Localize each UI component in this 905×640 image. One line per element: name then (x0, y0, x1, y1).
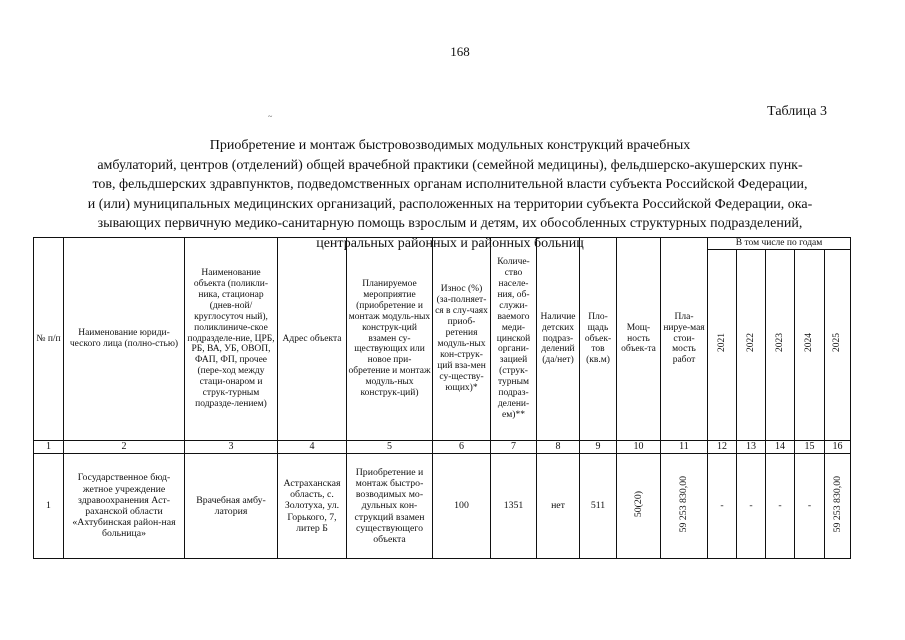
column-number: 8 (537, 440, 580, 453)
data-table (33, 237, 851, 559)
header-capacity: Мощ-ность объек-та (617, 238, 661, 441)
column-number: 1 (34, 440, 64, 453)
cell-cost: 59 253 830,00 (661, 453, 708, 558)
header-year: 2023 (766, 249, 795, 440)
header-measure: Планируемое мероприятие (приобретение и монтаж модуль-ных конструк-ций взамен су-ществующих или новое при-обретение и монтаж модуль-ных конструк-ций) (347, 238, 433, 441)
column-number: 16 (825, 440, 851, 453)
cell-address: Астраханская область, с. Золотуха, ул. Горького, 7, литер Б (278, 453, 347, 558)
title-line: и (или) муниципальных медицинских организаций, расположенных на территории субъекта Российской Федерации, ока- (87, 196, 813, 212)
header-children: Наличие детских подраз-делений (да/нет) (537, 238, 580, 441)
title-line: Приобретение и монтаж быстровозводимых модульных конструкций врачебных (209, 138, 691, 153)
column-number: 6 (433, 440, 491, 453)
cell-year-2021: - (708, 453, 737, 558)
cell-entity: Государственное бюд-жетное учреждение здравоохранения Аст-раханской области «Ахтубинская район-ная больница» (64, 453, 185, 558)
column-number: 3 (185, 440, 278, 453)
title-line: зывающих первичную медико-санитарную помощь взрослым и детям, их обособленных структурных подразделений, (97, 216, 803, 232)
header-years-group: В том числе по годам (708, 238, 851, 250)
column-number: 4 (278, 440, 347, 453)
column-number: 12 (708, 440, 737, 453)
cell-capacity: 50(20) (617, 453, 661, 558)
header-num: № п/п (34, 238, 64, 441)
table-label: Таблица 3 (767, 104, 827, 119)
cell-year-2024: - (795, 453, 825, 558)
header-cost: Пла-нируе-мая стои-мость работ (661, 238, 708, 441)
header-address: Адрес объекта (278, 238, 347, 441)
cell-population: 1351 (491, 453, 537, 558)
cell-wear: 100 (433, 453, 491, 558)
header-year: 2021 (708, 249, 737, 440)
header-population: Количе-ство населе-ния, об-служи-ваемого меди-цинской органи-зацией (струк-турным подраз-делени-ем)** (491, 238, 537, 441)
header-year: 2024 (795, 249, 825, 440)
header-year: 2022 (737, 249, 766, 440)
header-year: 2025 (825, 249, 851, 440)
column-number: 14 (766, 440, 795, 453)
column-number: 5 (347, 440, 433, 453)
column-number: 7 (491, 440, 537, 453)
column-number: 15 (795, 440, 825, 453)
cell-year-2023: - (766, 453, 795, 558)
table-row (34, 453, 851, 558)
scan-mark: ~ (268, 112, 273, 121)
column-number: 11 (661, 440, 708, 453)
cell-children: нет (537, 453, 580, 558)
document-title (60, 136, 840, 254)
header-object: Наименование объекта (поликли-ника, стационар (днев-ной/круглосуточ ный), поликлиниче-ское подразделе-ние, ЦРБ, РБ, ВА, УБ, ОВОП, ФАП, ФП, прочее (пере-ход между стаци-онаром и струк-турным подразде-лением) (185, 238, 278, 441)
column-number: 10 (617, 440, 661, 453)
cell-measure: Приобретение и монтаж быстро-возводимых мо-дульных кон-струкций взамен существующего объекта (347, 453, 433, 558)
title-line: центральных районных и районных больниц (316, 235, 584, 251)
header-wear: Износ (%) (за-полняет-ся в слу-чаях приоб-ретения модуль-ных кон-струк-ций вза-мен су-ществу-ющих)* (433, 238, 491, 441)
cell-area: 511 (580, 453, 617, 558)
page-number: 168 (450, 44, 470, 59)
title-line: тов, фельдшерских здравпунктов, подведомственных органам исполнительной власти субъекта Российской Федерации, (92, 177, 808, 193)
header-area: Пло-щадь объек-тов (кв.м) (580, 238, 617, 441)
title-line: амбулаторий, центров (отделений) общей врачебной практики (семейной медицины), фельдшерско-акушерских пунк- (97, 157, 803, 173)
column-number: 13 (737, 440, 766, 453)
cell-year-2022: - (737, 453, 766, 558)
cell-object: Врачебная амбу-латория (185, 453, 278, 558)
header-entity: Наименование юриди-ческого лица (полно-стью) (64, 238, 185, 441)
column-number: 9 (580, 440, 617, 453)
cell-num: 1 (34, 453, 64, 558)
cell-year-2025: 59 253 830,00 (825, 453, 851, 558)
column-number-row (34, 440, 851, 453)
column-number: 2 (64, 440, 185, 453)
